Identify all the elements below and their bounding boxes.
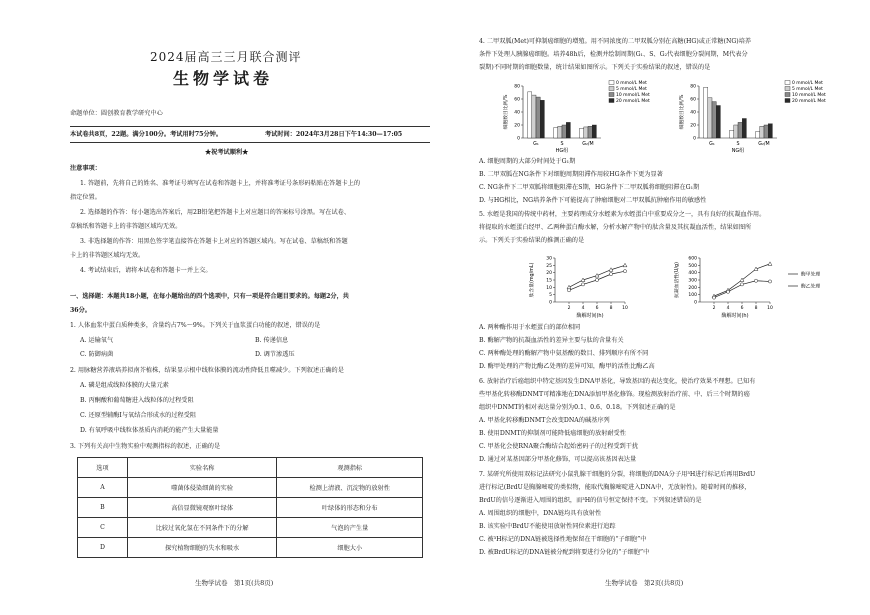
y-tick-label: 10 (546, 285, 552, 291)
y-tick-label: 80 (514, 84, 520, 90)
legend-swatch (609, 93, 614, 97)
y-tick-label: 0 (549, 300, 552, 306)
option: D. 酶甲处理的产物比酶乙处理的差异可知，酶甲的活性比酶乙高 (479, 363, 655, 370)
x-tick-label: 2 (567, 306, 571, 311)
y-axis-label: 细胞数目比例/% (680, 94, 685, 130)
section-heading-cont: 36分。 (70, 307, 91, 314)
x-axis-label: 酶解时间(h) (721, 313, 749, 319)
page-footer: 生物学试卷 第2页(共8页) (605, 579, 684, 587)
y-tick-label: 60 (690, 97, 696, 103)
notes-title: 注意事项： (70, 165, 101, 172)
x-tick-label: G₁ (709, 142, 715, 147)
option: A. 运输氧气 (80, 337, 114, 344)
page-footer: 生物学试卷 第1页(共8页) (195, 579, 274, 587)
table-header-cell: 选项 (78, 458, 128, 478)
question-7-cont: BrdU的信号逐渐进入周围的组织，而³H的信号恒定保持不变。下列叙述错误的是 (479, 497, 702, 504)
option: C. NG条件下二甲双胍将细胞阻滞在S期，HG条件下二甲双胍将细胞阻滞在G₁期 (479, 184, 700, 191)
option: A. 甲基化转移酶DNMT会改变DNA的碱基序列 (479, 417, 610, 424)
y-tick-label: 0 (693, 136, 696, 142)
data-point (623, 263, 627, 267)
x-tick-label: G₂/M (582, 142, 594, 147)
option: A. 磷是组成线粒体膜的大量元素 (80, 382, 169, 389)
exam-title: 2024届高三三月联合测评 (150, 50, 302, 64)
y-tick-label: 0 (694, 300, 697, 306)
legend-swatch (785, 81, 790, 85)
x-tick-label: 6 (740, 306, 744, 311)
data-point (726, 290, 729, 293)
note-line: 草稿纸和答题卡上的非答题区域均无效。 (70, 223, 182, 230)
table-cell: A (78, 478, 128, 498)
y-tick-label: 20 (546, 271, 552, 277)
bar (562, 125, 566, 138)
question-4: 4. 二甲双胍(Met)可抑制癌细胞的增殖。用不同浓度的二甲双胍分别在高糖(HG)或正常糖(NG)培养 (479, 38, 752, 45)
option: C. 还原型辅酶Ⅰ与氧结合形成水的过程受阻 (80, 412, 197, 419)
option: D. 与HG相比，NG培养条件下可能提高了肿瘤细胞对二甲双胍抗肿瘤作用的敏感性 (479, 197, 707, 204)
question-7-cont: 进行标记(BrdU是胸腺嘧啶的类似物，能取代胸腺嘧啶进入DNA中，无放射性)。随着时间的推移， (479, 484, 751, 491)
table-header-cell: 实验名称 (127, 458, 277, 478)
option: B. 酶解产物的抗凝血活性的差异主要与肽的含量有关 (479, 337, 624, 344)
y-axis-label: 抗凝血活性(U/g) (675, 262, 680, 298)
x-tick-label: G₂/M (758, 142, 770, 147)
question-6: 6. 放射治疗后癌组织中特定基因发生DNA甲基化，导致基因的表达变化，使治疗效果不理想。已知有 (479, 378, 756, 385)
option: B. 该实验中BrdU不能使用放射性同位素进行追踪 (479, 523, 616, 530)
y-tick-label: 5 (549, 293, 552, 299)
option: C. 防御病菌 (80, 351, 114, 358)
bar (734, 125, 738, 138)
data-point (595, 278, 598, 281)
x-tick-label: G₁ (533, 142, 539, 147)
table-header-cell: 观测指标 (277, 458, 423, 478)
data-point (567, 285, 571, 289)
x-tick-label: 8 (754, 306, 758, 311)
bar (536, 97, 540, 138)
exam-info-right: 考试时间：2024年3月28日下午14:30—17:05 (265, 131, 403, 138)
bar (532, 95, 536, 138)
option: A. 周围组织的细胞中，DNA链均具有放射性 (479, 510, 602, 517)
legend-swatch (785, 87, 790, 91)
exam-info-left: 本试卷共8页，22题。满分100分。考试用时75分钟。 (70, 131, 223, 138)
question-2: 2. 用脉糖营养液培养拟南芥植株，结果显示根中线粒体膜的流动性降低且噬减少。下列叙述正确的是 (70, 367, 344, 374)
x-tick-label: 10 (767, 306, 773, 311)
note-line: 2. 选择题的作答：每小题选出答案后，用2B铅笔把答题卡上对应题目的答案标号涂黑。写在试卷、 (80, 209, 351, 216)
table-cell: D (78, 538, 128, 558)
question-5-cont: 将提取的水蛭蛋白经甲、乙两种蛋白酶水解，分析水解产物中的肽含量及其抗凝血活性，结果如图所 (479, 224, 752, 231)
bar (712, 102, 716, 138)
question-1: 1. 人体血浆中蛋白质种类多，含量约占7%～9%。下列关于血浆蛋白功能的叙述，错误的是 (70, 322, 321, 329)
option: D. 调节渗透压 (255, 351, 295, 358)
exam-subtitle: 生物学试卷 (173, 69, 274, 88)
y-tick-label: 15 (546, 278, 552, 284)
bar (756, 132, 760, 139)
bar (760, 126, 764, 138)
legend-label: 20 mmol/L Met (792, 99, 826, 104)
bar (742, 119, 746, 139)
option: A. 细胞周期的大部分时间处于G₁期 (479, 158, 576, 165)
legend-swatch (609, 87, 614, 91)
option: B. 丙酮酸和葡萄糖进入线粒体的过程受阻 (80, 397, 194, 404)
legend-label: 酶甲处理 (801, 272, 821, 278)
data-point (567, 289, 570, 292)
table-cell: B (78, 498, 128, 518)
bar (738, 122, 742, 138)
legend-swatch (609, 81, 614, 85)
table-row (78, 478, 423, 498)
bar (716, 106, 720, 139)
y-tick-label: 40 (690, 110, 696, 116)
y-tick-label: 500 (688, 263, 697, 269)
table-cell: 探究植物细胞的失水和吸水 (127, 538, 277, 558)
legend-label: 5 mmol/L Met (792, 87, 823, 92)
legend-swatch (785, 99, 790, 103)
bar (554, 128, 558, 138)
x-tick-label: 6 (595, 306, 599, 311)
option: B. 传递信息 (255, 337, 289, 344)
y-tick-label: 25 (546, 263, 552, 269)
table-cell: C (78, 518, 128, 538)
option: B. 二甲双胍在NG条件下对细胞周期阻滞作用较HG条件下更为显著 (479, 171, 663, 178)
bar (566, 122, 570, 138)
option: D. 被BrdU标记的DNA链被分配到将要进行分化的“子细胞”中 (479, 549, 650, 556)
bar (584, 127, 588, 138)
divider (70, 126, 430, 127)
y-tick-label: 100 (688, 293, 697, 299)
y-tick-label: 20 (690, 123, 696, 129)
legend-label: 10 mmol/L Met (616, 93, 650, 98)
legend-label: 20 mmol/L Met (616, 99, 650, 104)
note-line: 卡上的非答题区域均无效。 (70, 252, 145, 259)
y-tick-label: 40 (514, 110, 520, 116)
legend-label: 酶乙处理 (801, 284, 821, 290)
table-cell: 气泡的产生量 (277, 518, 423, 538)
data-point (581, 283, 584, 286)
option: A. 两种酶作用于水蛭蛋白的部位相同 (479, 324, 581, 331)
question-6-cont: 些甲基化转移酶DNMT可精准地在DNA添加甲基化修饰。现检测放射治疗前、中、后三个时期的癌 (479, 391, 750, 398)
data-point (740, 283, 743, 286)
table-cell: 叶绿体的形态和分布 (277, 498, 423, 518)
hg-bar-chart (501, 78, 671, 154)
question-5: 5. 水蛭是我国的传统中药材，主要药理成分水蛭素为水蛭蛋白中重要成分之一，具有良好的抗凝血作用。 (479, 211, 766, 218)
option: C. 甲基化会使RNA聚合酶结合起始密码子的过程受到干扰 (479, 443, 639, 450)
y-tick-label: 300 (688, 278, 697, 284)
y-tick-label: 200 (688, 285, 697, 291)
table-cell: 检测上清液、沉淀物的放射性 (277, 478, 423, 498)
y-tick-label: 400 (688, 271, 697, 277)
x-tick-label: S (560, 142, 564, 147)
legend-label: 0 mmol/L Met (616, 81, 647, 86)
bar (730, 130, 734, 138)
table-cell: 比较过氧化氢在不同条件下的分解 (127, 518, 277, 538)
x-tick-label: 10 (622, 306, 628, 311)
bar (768, 124, 772, 138)
table-cell: 高倍显微镜观察叶绿体 (127, 498, 277, 518)
right-page (445, 0, 870, 615)
note-line: 3. 非选择题的作答：用黑色签字笔直接答在答题卡上对应的答题区域内。写在试卷、草稿纸和答题 (80, 238, 348, 245)
data-point (754, 279, 757, 282)
y-axis-label: 细胞数目比例/% (504, 94, 509, 130)
legend-label: 5 mmol/L Met (616, 87, 647, 92)
option: B. 使用DNMT的抑制剂可能降低癌细胞的放射耐受性 (479, 430, 626, 437)
legend-swatch (609, 99, 614, 103)
x-tick-label: 2 (712, 306, 716, 311)
author-line: 命题单位：圆创教育教学研究中心 (70, 110, 163, 117)
y-tick-label: 60 (514, 97, 520, 103)
table-cell: 细胞大小 (277, 538, 423, 558)
table-header-row (78, 458, 423, 478)
data-point (609, 273, 612, 276)
y-tick-label: 20 (514, 123, 520, 129)
x-tick-label: 4 (726, 306, 730, 311)
bar (764, 125, 768, 138)
x-tick-label: 8 (609, 306, 613, 311)
legend-label: 10 mmol/L Met (792, 93, 826, 98)
peptide-line-chart (525, 250, 660, 322)
option: D. 通过对某基因部分甲基化修饰，可以提高该基因表达量 (479, 456, 637, 463)
table-cell: 噬菌体侵染细菌的实验 (127, 478, 277, 498)
question-3: 3. 下列有关高中生物实验中观测指标的叙述，正确的是 (70, 443, 221, 450)
data-point (623, 270, 626, 273)
bar (558, 126, 562, 138)
bar (580, 128, 584, 138)
table-row (78, 538, 423, 558)
y-tick-label: 80 (690, 84, 696, 90)
bar (528, 92, 532, 138)
y-tick-label: 0 (517, 136, 520, 142)
x-axis-label: 酶解时间(h) (576, 313, 604, 319)
bar (708, 98, 712, 138)
activity-line-chart (670, 250, 845, 322)
y-tick-label: 600 (688, 256, 697, 262)
divider (70, 142, 430, 143)
section-heading: 一、选择题：本题共18小题，在每小题给出的四个选项中，只有一项是符合题目要求的。每题2分，共 (70, 293, 349, 300)
option: C. 被³H标记的DNA链被选择性地保留在干细胞的“子细胞”中 (479, 536, 647, 543)
x-tick-label: S (736, 142, 740, 147)
question-7: 7. 某研究所使用双标记法研究小鼠乳腺干细胞的分裂，将细胞的DNA分子用³H进行标记后再用BrdU (479, 471, 756, 478)
y-tick-label: 30 (546, 256, 552, 262)
data-point (768, 262, 772, 266)
note-line: 指定位置。 (70, 194, 101, 201)
table-row (78, 498, 423, 518)
bar (592, 125, 596, 138)
experiment-table (77, 457, 423, 558)
legend-label: 0 mmol/L Met (792, 81, 823, 86)
question-6-cont: 组织中DNMT的相对表达量分别为0.1、0.6、0.18。下列叙述正确的是 (479, 404, 676, 411)
legend-swatch (785, 93, 790, 97)
data-point (768, 280, 771, 283)
table-row (78, 518, 423, 538)
bar (704, 87, 708, 138)
bar (540, 100, 544, 138)
question-5-cont: 示。下列关于实验结果的推测正确的是 (479, 237, 585, 244)
question-4-cont: 条件下处理人胰腺癌细胞。培养48h后，检测并绘制周期(G₁、S、G₂代表细胞分裂间期，M代表分 (479, 51, 748, 58)
chart-title: HG组 (555, 148, 569, 154)
ng-bar-chart (677, 78, 847, 154)
data-point (712, 296, 715, 299)
chart-title: NG组 (731, 148, 745, 154)
note-line: 1. 答题前，先将自己的姓名、准考证号填写在试卷和答题卡上，并将准考证号条形码粘贴在答题卡上的 (80, 180, 361, 187)
note-line: 4. 考试结束后，请将本试卷和答题卡一并上交。 (80, 267, 212, 274)
option: D. 有氧呼吸中线粒体基质内消耗的能产生大量能量 (80, 427, 219, 434)
question-4-cont: 裂期)不同时期的细胞数量，统计结果如图所示。下列关于实验结果的叙述，错误的是 (479, 64, 711, 71)
y-axis-label: 肽含量(mg/mL) (530, 262, 535, 298)
option: C. 两种酶处理的酶解产物中氨基酸的数目、排列顺序有所不同 (479, 350, 649, 357)
x-tick-label: 4 (581, 306, 585, 311)
bar (588, 126, 592, 138)
good-luck: ★祝考试顺利★ (205, 149, 249, 156)
